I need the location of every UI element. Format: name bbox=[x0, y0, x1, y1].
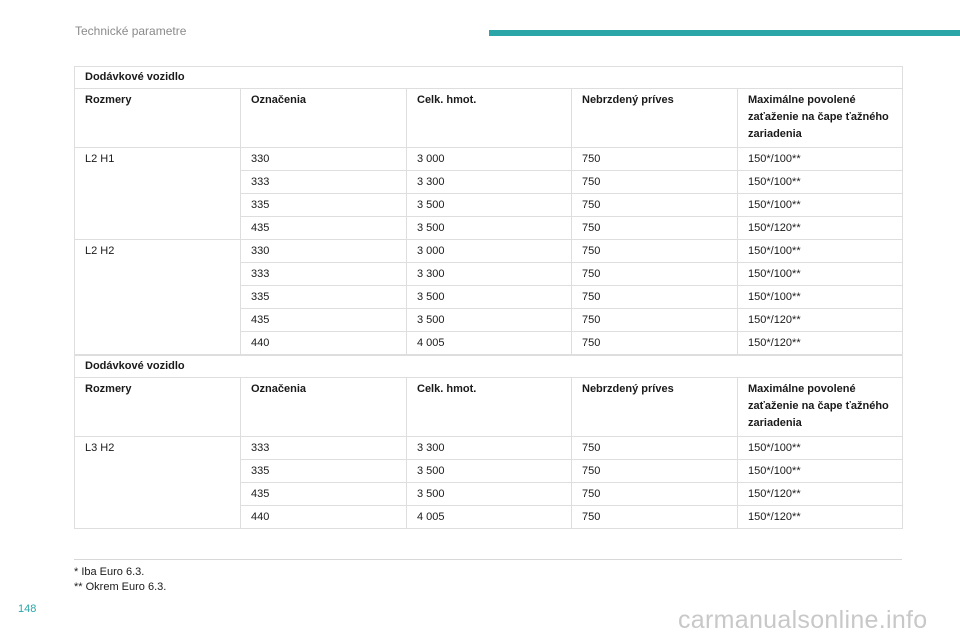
table-caption: Dodávkové vozidlo bbox=[75, 67, 903, 89]
table-cell: 750 bbox=[572, 286, 738, 309]
table-cell: 3 300 bbox=[407, 263, 572, 286]
dimension-cell: L2 H1 bbox=[75, 148, 241, 171]
dimension-cell-continued bbox=[75, 483, 241, 506]
table-cell: 150*/120** bbox=[738, 506, 903, 529]
footnote-divider bbox=[74, 559, 902, 560]
table-cell: 750 bbox=[572, 240, 738, 263]
table-row bbox=[75, 309, 903, 332]
dimension-cell-continued bbox=[75, 263, 241, 286]
table-cell: 750 bbox=[572, 332, 738, 355]
table-header-row bbox=[75, 378, 903, 437]
table-cell: 150*/100** bbox=[738, 286, 903, 309]
dimension-cell-continued bbox=[75, 460, 241, 483]
table-caption-row bbox=[75, 356, 903, 378]
table-cell: 3 500 bbox=[407, 460, 572, 483]
table-cell: 150*/100** bbox=[738, 194, 903, 217]
table-row bbox=[75, 437, 903, 460]
dimension-cell-continued bbox=[75, 171, 241, 194]
column-header: Označenia bbox=[241, 89, 407, 148]
table-cell: 3 300 bbox=[407, 437, 572, 460]
table-cell: 150*/100** bbox=[738, 148, 903, 171]
table-cell: 750 bbox=[572, 309, 738, 332]
table-cell: 150*/100** bbox=[738, 263, 903, 286]
table-cell: 750 bbox=[572, 483, 738, 506]
table-cell: 750 bbox=[572, 148, 738, 171]
table-row bbox=[75, 506, 903, 529]
dimension-cell-continued bbox=[75, 217, 241, 240]
dimension-cell-continued bbox=[75, 309, 241, 332]
table-cell: 750 bbox=[572, 460, 738, 483]
table-cell: 3 300 bbox=[407, 171, 572, 194]
table-cell: 750 bbox=[572, 437, 738, 460]
table-cell: 333 bbox=[241, 171, 407, 194]
table-cell: 333 bbox=[241, 437, 407, 460]
table-row bbox=[75, 483, 903, 506]
table-cell: 750 bbox=[572, 217, 738, 240]
column-header: Nebrzdený príves bbox=[572, 89, 738, 148]
table-cell: 3 000 bbox=[407, 240, 572, 263]
dimension-cell: L2 H2 bbox=[75, 240, 241, 263]
table-cell: 3 000 bbox=[407, 148, 572, 171]
dimension-cell-continued bbox=[75, 286, 241, 309]
table-cell: 750 bbox=[572, 506, 738, 529]
table-cell: 335 bbox=[241, 460, 407, 483]
table-cell: 330 bbox=[241, 148, 407, 171]
spec-table bbox=[74, 355, 903, 529]
table-cell: 150*/120** bbox=[738, 217, 903, 240]
table-cell: 150*/120** bbox=[738, 483, 903, 506]
table-cell: 3 500 bbox=[407, 483, 572, 506]
column-header: Celk. hmot. bbox=[407, 378, 572, 437]
table-cell: 150*/100** bbox=[738, 240, 903, 263]
spec-table bbox=[74, 66, 903, 355]
table-row bbox=[75, 240, 903, 263]
footnote: ** Okrem Euro 6.3. bbox=[74, 581, 167, 593]
footnote: * Iba Euro 6.3. bbox=[74, 566, 145, 578]
column-header: Rozmery bbox=[75, 378, 241, 437]
table-caption: Dodávkové vozidlo bbox=[75, 356, 903, 378]
table-cell: 335 bbox=[241, 286, 407, 309]
column-header: Rozmery bbox=[75, 89, 241, 148]
table-cell: 750 bbox=[572, 171, 738, 194]
table-cell: 333 bbox=[241, 263, 407, 286]
watermark: carmanualsonline.info bbox=[678, 606, 928, 634]
table-row bbox=[75, 148, 903, 171]
column-header: Maximálne povolené zaťaženie na čape ťažného zariadenia bbox=[738, 378, 903, 437]
column-header: Celk. hmot. bbox=[407, 89, 572, 148]
dimension-cell-continued bbox=[75, 332, 241, 355]
table-row bbox=[75, 217, 903, 240]
table-cell: 150*/100** bbox=[738, 437, 903, 460]
table-row bbox=[75, 263, 903, 286]
table-cell: 440 bbox=[241, 332, 407, 355]
dimension-cell-continued bbox=[75, 194, 241, 217]
table-cell: 750 bbox=[572, 263, 738, 286]
table-row bbox=[75, 194, 903, 217]
table-cell: 150*/120** bbox=[738, 309, 903, 332]
section-title: Technické parametre bbox=[75, 24, 187, 38]
table-cell: 150*/100** bbox=[738, 171, 903, 194]
table-cell: 150*/120** bbox=[738, 332, 903, 355]
table-cell: 750 bbox=[572, 194, 738, 217]
table-header-row bbox=[75, 89, 903, 148]
table-cell: 435 bbox=[241, 309, 407, 332]
table-cell: 440 bbox=[241, 506, 407, 529]
table-cell: 330 bbox=[241, 240, 407, 263]
table-cell: 3 500 bbox=[407, 309, 572, 332]
table-row bbox=[75, 171, 903, 194]
section-accent-bar bbox=[489, 30, 960, 36]
table-cell: 435 bbox=[241, 217, 407, 240]
table-cell: 435 bbox=[241, 483, 407, 506]
table-cell: 4 005 bbox=[407, 506, 572, 529]
dimension-cell: L3 H2 bbox=[75, 437, 241, 460]
page-number: 148 bbox=[18, 603, 37, 615]
table-row bbox=[75, 460, 903, 483]
column-header: Maximálne povolené zaťaženie na čape ťažného zariadenia bbox=[738, 89, 903, 148]
table-cell: 150*/100** bbox=[738, 460, 903, 483]
table-cell: 3 500 bbox=[407, 194, 572, 217]
table-caption-row bbox=[75, 67, 903, 89]
dimension-cell-continued bbox=[75, 506, 241, 529]
table-cell: 3 500 bbox=[407, 286, 572, 309]
footnotes bbox=[74, 565, 166, 595]
table-cell: 3 500 bbox=[407, 217, 572, 240]
table-row bbox=[75, 286, 903, 309]
table-cell: 4 005 bbox=[407, 332, 572, 355]
column-header: Označenia bbox=[241, 378, 407, 437]
column-header: Nebrzdený príves bbox=[572, 378, 738, 437]
table-cell: 335 bbox=[241, 194, 407, 217]
table-row bbox=[75, 332, 903, 355]
